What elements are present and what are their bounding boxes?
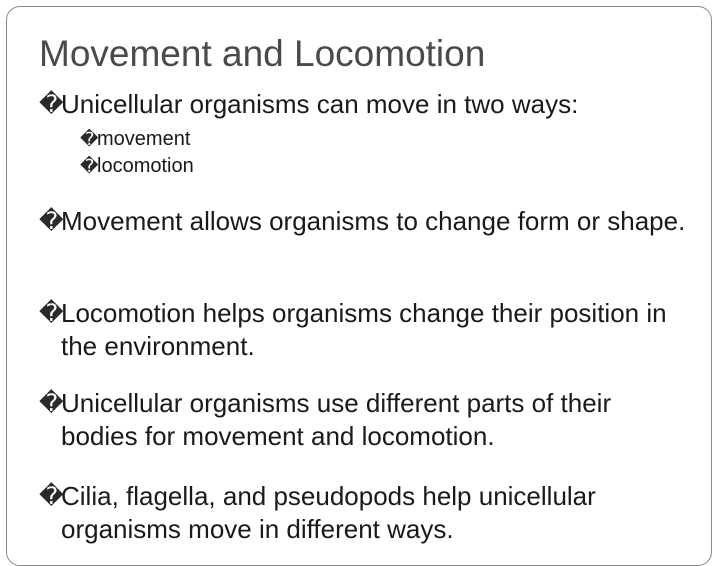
bullet-item <box>39 297 689 363</box>
slide-title: Movement and Locomotion <box>39 33 486 74</box>
bullet-item <box>39 480 689 546</box>
sub-bullet-marker: � <box>80 129 99 149</box>
bullet-text: Cilia, flagella, and pseudopods help unicellular organisms move in different ways. <box>61 481 596 544</box>
bullet-text: Unicellular organisms can move in two ways: <box>61 89 579 119</box>
bullet-marker: � <box>39 91 64 118</box>
sub-bullet-text: locomotion <box>97 155 194 177</box>
bullet-item <box>39 387 689 453</box>
sub-bullet-text: movement <box>97 128 191 150</box>
bullet-text: Locomotion helps organisms change their position in the environment. <box>61 298 667 361</box>
sub-bullet-item <box>80 126 190 152</box>
bullet-item <box>39 205 689 238</box>
bullet-marker: � <box>39 208 64 235</box>
bullet-text: Unicellular organisms use different parts of their bodies for movement and locomotion. <box>61 388 612 451</box>
bullet-marker: � <box>39 390 64 417</box>
bullet-marker: � <box>39 483 64 510</box>
sub-bullet-marker: � <box>80 156 99 176</box>
bullet-item <box>39 88 689 121</box>
sub-bullet-item <box>80 153 194 179</box>
bullet-marker: � <box>39 300 64 327</box>
bullet-text: Movement allows organisms to change form or shape. <box>61 206 686 236</box>
